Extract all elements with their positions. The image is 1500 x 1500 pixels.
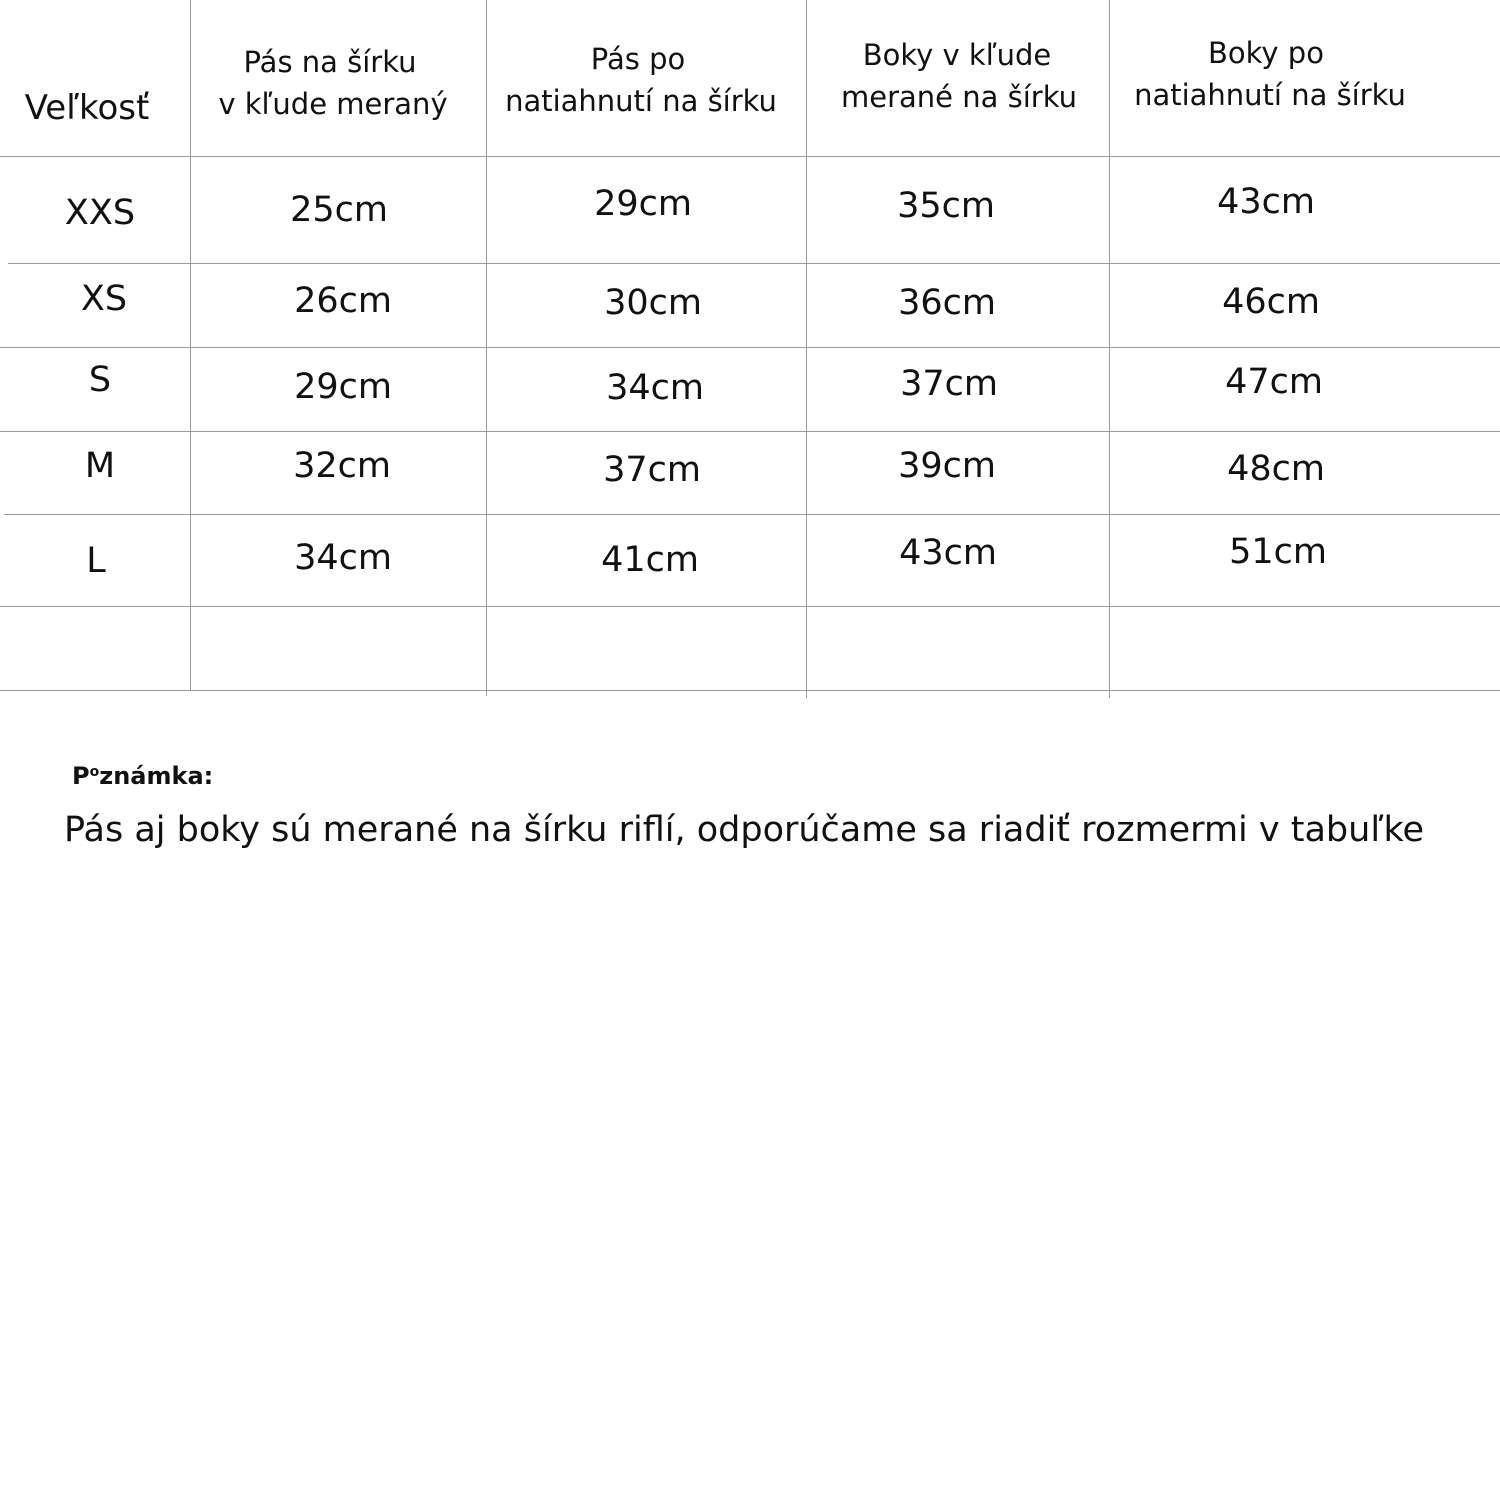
- note-title: [72, 762, 213, 790]
- header-line: Pás na šírku: [243, 45, 417, 79]
- table-divider: [1109, 0, 1110, 698]
- table-cell-value: 26cm: [294, 281, 392, 321]
- table-divider: [0, 690, 1500, 691]
- table-cell-size: M: [84, 446, 116, 486]
- table-cell-value: 48cm: [1227, 449, 1325, 489]
- note-title-letter: P: [72, 762, 90, 790]
- table-cell-size: L: [86, 541, 106, 581]
- note-title-rest: známka:: [99, 762, 214, 790]
- note-title-superscript: o: [89, 764, 100, 780]
- table-cell-value: 37cm: [900, 364, 998, 404]
- table-divider: [4, 514, 1500, 515]
- column-header-size: Veľkosť: [24, 88, 150, 128]
- table-divider: [190, 0, 191, 690]
- table-cell-value: 25cm: [290, 190, 388, 230]
- table-divider: [486, 0, 487, 696]
- header-line: Boky v kľude: [862, 38, 1052, 72]
- table-cell-value: 29cm: [594, 184, 692, 224]
- table-divider: [0, 347, 1500, 348]
- table-divider: [0, 431, 1500, 432]
- table-cell-value: 51cm: [1229, 532, 1327, 572]
- table-cell-value: 39cm: [898, 446, 996, 486]
- table-cell-size: XXS: [64, 193, 136, 233]
- header-line: merané na šírku: [841, 80, 1077, 114]
- table-cell-value: 32cm: [293, 446, 391, 486]
- table-cell-value: 35cm: [897, 186, 995, 226]
- table-cell-value: 41cm: [601, 540, 699, 580]
- note-text: Pás aj boky sú merané na šírku riflí, odporúčame sa riadiť rozmermi v tabuľke: [64, 810, 1424, 850]
- table-divider: [0, 606, 1500, 607]
- table-cell-value: 37cm: [603, 450, 701, 490]
- table-cell-size: S: [88, 360, 112, 400]
- table-cell-value: 34cm: [294, 538, 392, 578]
- table-cell-value: 46cm: [1222, 282, 1320, 322]
- header-line: Boky po: [1208, 36, 1324, 70]
- table-divider: [806, 0, 807, 698]
- table-cell-value: 47cm: [1225, 362, 1323, 402]
- header-line: natiahnutí na šírku: [1134, 78, 1406, 112]
- table-divider: [0, 156, 1500, 157]
- table-cell-value: 34cm: [606, 368, 704, 408]
- table-cell-value: 43cm: [1217, 182, 1315, 222]
- table-cell-value: 43cm: [899, 533, 997, 573]
- header-line: natiahnutí na šírku: [505, 84, 777, 118]
- table-divider: [8, 263, 1500, 264]
- table-cell-value: 30cm: [604, 283, 702, 323]
- table-cell-value: 29cm: [294, 367, 392, 407]
- header-line: v kľude meraný: [218, 87, 448, 121]
- table-cell-size: XS: [80, 279, 128, 319]
- header-line: Pás po: [590, 42, 686, 76]
- table-cell-value: 36cm: [898, 283, 996, 323]
